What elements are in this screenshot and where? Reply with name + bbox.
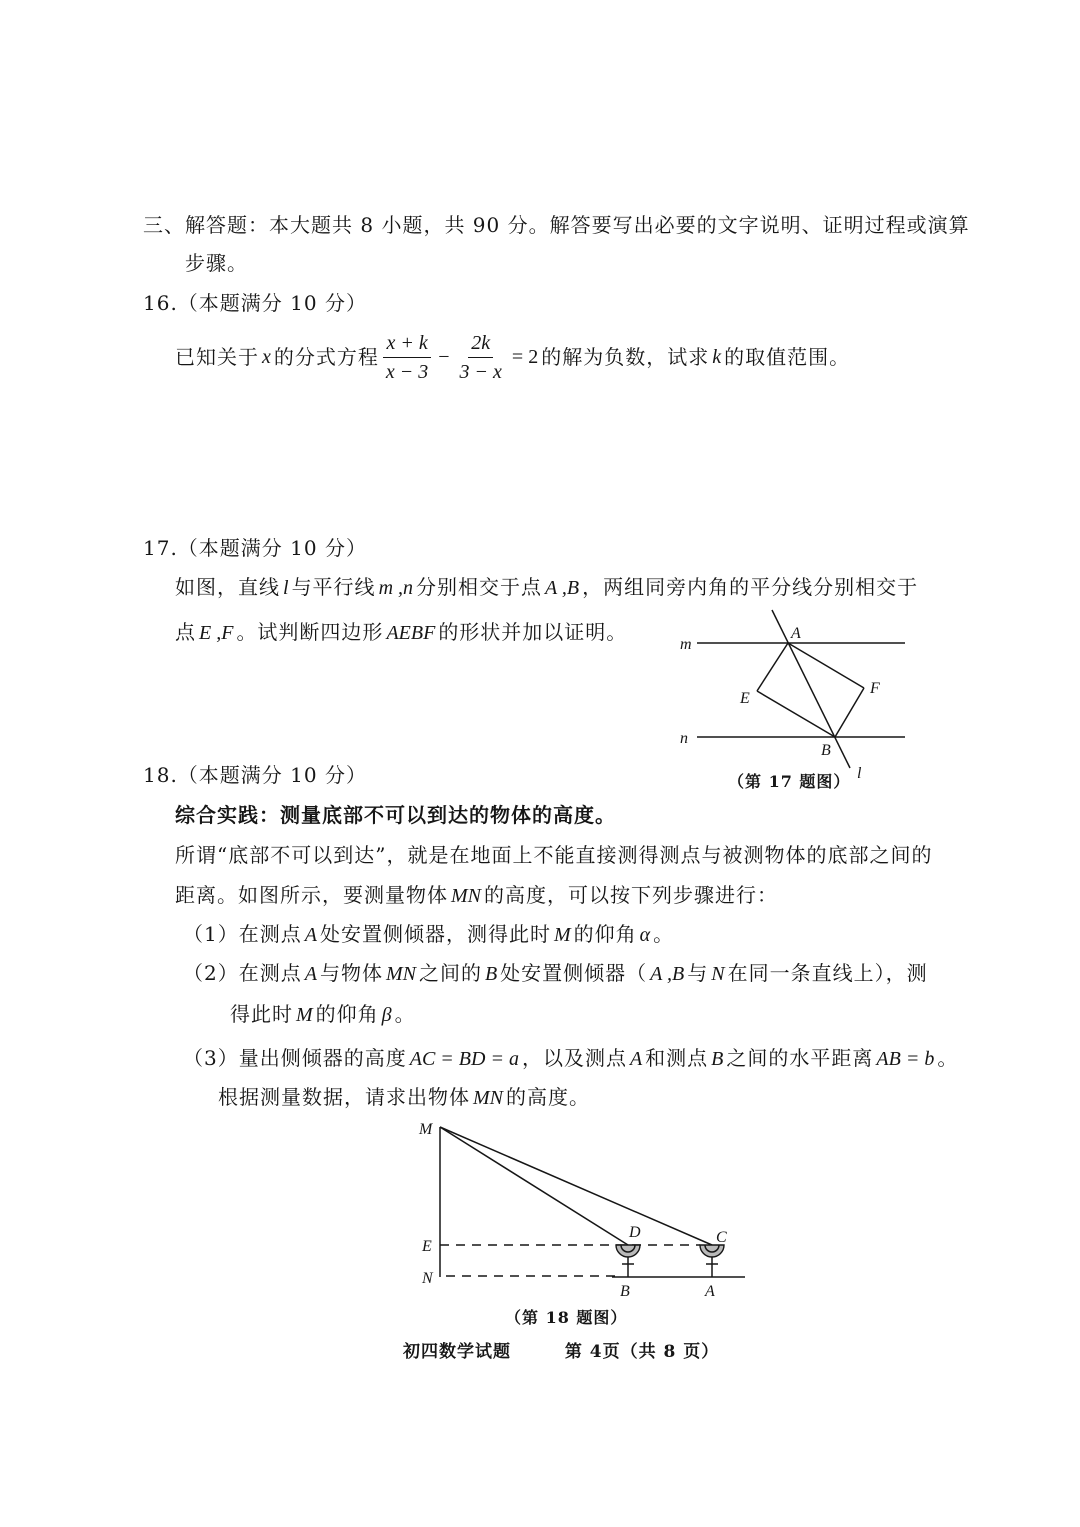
fraction-2-numerator: 2k — [468, 330, 493, 358]
text-run: 分别相交于点 — [416, 575, 543, 599]
label-e: E — [422, 1238, 432, 1255]
q18-header — [143, 761, 367, 789]
figure-18-caption-text: （第 18 题图） — [505, 1308, 628, 1327]
math-expr: AC = BD = a — [409, 1048, 519, 1070]
math-var: A — [629, 1048, 643, 1070]
text-run: 的仰角 — [315, 1002, 379, 1026]
text-run: 在同一条直线上），测 — [727, 961, 928, 985]
text-run: ，两组同旁内角的平分线分别相交于 — [582, 575, 919, 599]
section-title-cont-text: 步骤。 — [185, 251, 248, 275]
text-run: 与平行线 — [291, 575, 376, 599]
math-var: A — [304, 924, 317, 946]
text-run: 的分式方程 — [273, 345, 379, 369]
math-var: m ,n — [378, 577, 414, 599]
q18-para-1 — [175, 841, 932, 869]
math-var: AEBF — [386, 622, 436, 644]
q16-header-text: 16.（本题满分 10 分） — [143, 291, 367, 315]
text-run: （1）在测点 — [183, 922, 302, 946]
label-n: n — [680, 730, 688, 747]
math-var: A ,B — [650, 963, 685, 985]
text-run: 所谓“底部不可以到达”，就是在地面上不能直接测得测点与被测物体的底部之间的 — [175, 843, 933, 867]
text-run: ，以及测点 — [521, 1046, 627, 1070]
math-var-x: x — [262, 346, 271, 368]
section-title-cont — [185, 249, 248, 277]
text-run: 的高度。 — [506, 1085, 590, 1109]
math-var: E ,F — [199, 622, 234, 644]
footer-subject: 初四数学试题 — [403, 1342, 511, 1362]
math-var-alpha: α — [639, 924, 651, 946]
section-title-text: 三、解答题：本大题共 8 小题，共 90 分。解答要写出必要的文字说明、证明过程或演算 — [143, 213, 970, 237]
text-run: 的高度，可以按下列步骤进行： — [484, 883, 778, 907]
figure-18 — [400, 1115, 760, 1310]
q18-heading — [175, 801, 616, 829]
label-n: N — [422, 1270, 433, 1287]
text-run: 的形状并加以证明。 — [438, 620, 628, 644]
text-run: 之间的水平距离 — [726, 1046, 874, 1070]
segment-fb — [835, 688, 864, 737]
math-var: M — [553, 924, 571, 946]
math-var: MN — [451, 885, 481, 907]
math-var: B — [711, 1048, 724, 1070]
math-var: A ,B — [545, 577, 580, 599]
text-run: 。 — [653, 922, 675, 946]
text-run: 。 — [394, 1002, 416, 1026]
q18-header-text: 18.（本题满分 10 分） — [143, 763, 367, 787]
segment-ae — [757, 643, 788, 691]
q18-step-3-cont — [218, 1083, 590, 1111]
math-var: l — [283, 577, 289, 599]
q18-heading-text: 综合实践：测量底部不可以到达的物体的高度。 — [175, 803, 616, 827]
q17-header-text: 17.（本题满分 10 分） — [143, 536, 367, 560]
fraction-2-denominator: 3 − x — [459, 360, 502, 383]
text-run: 的仰角 — [573, 922, 637, 946]
fraction-1-numerator: x + k — [383, 330, 430, 358]
text-run: 得此时 — [230, 1002, 293, 1026]
math-var-k: k — [712, 346, 722, 368]
label-m: M — [419, 1121, 433, 1138]
math-var: MN — [385, 963, 416, 985]
fraction-1-denominator: x − 3 — [385, 360, 429, 383]
instrument-c — [700, 1245, 724, 1257]
text-run: （3）量出侧倾器的高度 — [183, 1046, 407, 1070]
label-c: C — [716, 1229, 727, 1246]
text-run: 处安置侧倾器，测得此时 — [319, 922, 551, 946]
figure-17-caption — [728, 768, 850, 796]
label-a: A — [791, 625, 801, 642]
text-run: 如图，直线 — [175, 575, 280, 599]
sightline-mc — [440, 1127, 712, 1245]
text-run: 。 — [937, 1046, 959, 1070]
q18-para-2 — [175, 881, 778, 909]
figure-18-caption — [505, 1304, 627, 1332]
label-b: B — [821, 742, 831, 759]
instrument-d — [616, 1245, 640, 1257]
footer-page-number: 第 4页（共 8 页） — [564, 1342, 720, 1362]
math-var: M — [296, 1004, 313, 1026]
sightline-md — [440, 1127, 628, 1245]
equals-two: = 2 — [511, 346, 539, 368]
text-run: 已知关于 — [175, 345, 259, 369]
label-b: B — [620, 1283, 630, 1300]
minus-sign: − — [438, 346, 450, 368]
fraction-1 — [383, 330, 431, 385]
math-var: A — [304, 963, 317, 985]
text-run: 距离。如图所示，要测量物体 — [175, 883, 448, 907]
q18-step-3 — [183, 1044, 958, 1072]
text-run: 点 — [175, 620, 196, 644]
text-run: （2）在测点 — [183, 961, 302, 985]
figure-17 — [660, 600, 920, 790]
text-run: 与物体 — [319, 961, 383, 985]
text-run: 处安置侧倾器（ — [500, 961, 648, 985]
text-run: 。试判断四边形 — [236, 620, 384, 644]
label-a: A — [705, 1283, 715, 1300]
page-footer — [403, 1338, 719, 1366]
section-title — [143, 211, 970, 239]
line-l — [772, 610, 850, 768]
math-var: N — [711, 963, 725, 985]
math-expr: AB = b — [876, 1048, 935, 1070]
math-var: MN — [473, 1087, 503, 1109]
label-e: E — [740, 690, 750, 707]
math-var-beta: β — [381, 1004, 392, 1026]
q17-line-1 — [175, 573, 918, 601]
q16-header — [143, 289, 367, 317]
q18-step-1 — [183, 920, 674, 948]
text-run: 根据测量数据，请求出物体 — [218, 1085, 470, 1109]
q17-header — [143, 534, 367, 562]
q16-statement — [175, 325, 850, 389]
math-var: B — [484, 963, 498, 985]
q17-line-2 — [175, 618, 627, 646]
q18-step-2-cont — [230, 1000, 416, 1028]
q18-step-2 — [183, 959, 928, 987]
label-f: F — [870, 680, 880, 697]
text-run: 与 — [687, 961, 709, 985]
text-run: 之间的 — [418, 961, 482, 985]
label-m: m — [680, 636, 692, 653]
text-run: 和测点 — [645, 1046, 709, 1070]
figure-17-caption-text: （第 17 题图） — [728, 772, 851, 791]
label-d: D — [629, 1224, 641, 1241]
text-run: 的取值范围。 — [724, 345, 851, 369]
fraction-2 — [457, 330, 505, 385]
label-l: l — [857, 765, 862, 782]
text-run: 的解为负数，试求 — [541, 345, 710, 369]
